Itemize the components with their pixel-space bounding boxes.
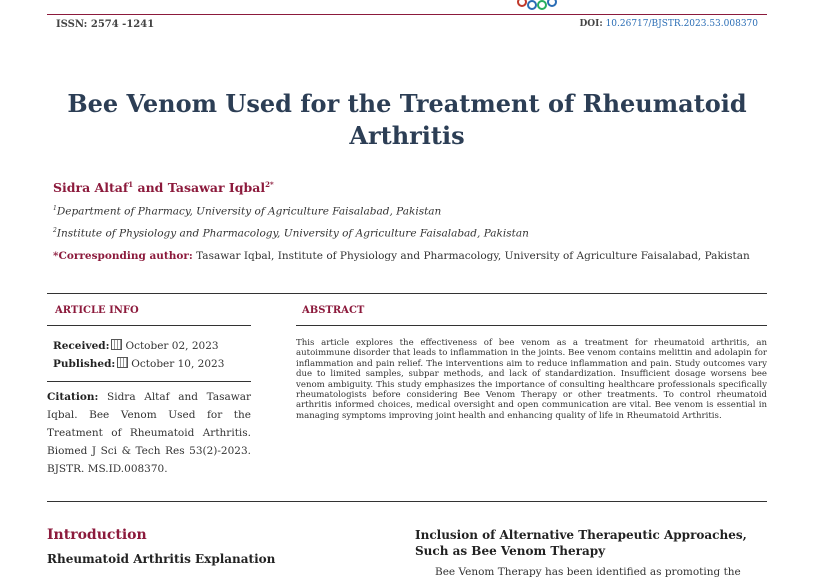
affiliation-text: Institute of Physiology and Pharmacology, University of Agriculture Faisalabad, Pakistan <box>56 227 529 240</box>
article-title: Bee Venom Used for the Treatment of Rheumatoid Arthritis <box>67 89 747 150</box>
citation-rule <box>47 381 251 382</box>
calendar-icon <box>111 339 122 350</box>
citation-label: Citation: <box>47 391 99 403</box>
inclusion-heading: Inclusion of Alternative Therapeutic Approaches, Such as Bee Venom Therapy <box>415 528 747 558</box>
article-info-heading: ARTICLE INFO <box>55 305 139 316</box>
author-name[interactable]: Tasawar Iqbal <box>167 180 266 196</box>
introduction-heading: Introduction <box>47 527 147 543</box>
header-rule <box>47 14 767 15</box>
author-list <box>53 180 274 195</box>
body-text-partial: Bee Venom Therapy has been identified as promoting the <box>435 566 741 578</box>
article-info-rule <box>47 325 251 326</box>
affiliation-superscript: 2 <box>53 227 57 234</box>
author-name[interactable]: Sidra Altaf <box>53 180 129 196</box>
abstract-rule <box>296 325 767 326</box>
journal-logo-icon <box>516 0 566 12</box>
section-divider <box>47 293 767 294</box>
published-label: Published: <box>53 358 116 370</box>
citation <box>47 388 251 478</box>
doi-prefix: DOI: <box>579 19 603 29</box>
received-label: Received: <box>53 340 110 352</box>
author-superscript: 1 <box>128 180 134 189</box>
affiliation-text: Department of Pharmacy, University of Agriculture Faisalabad, Pakistan <box>56 205 442 218</box>
affiliation <box>53 205 441 218</box>
citation-text: Sidra Altaf and Tasawar Iqbal. Bee Venom Used for the Treatment of Rheumatoid Arthritis. Biomed J Sci & Tech Res 53(2)-2023. BJSTR. MS.ID.008370. <box>47 391 251 475</box>
ra-explanation-heading: Rheumatoid Arthritis Explanation <box>47 552 276 566</box>
corresponding-author <box>53 250 750 262</box>
affiliation <box>53 227 529 240</box>
received-value: October 02, 2023 <box>125 340 219 352</box>
published-date <box>53 357 224 370</box>
affiliation-superscript: 1 <box>53 205 57 212</box>
abstract-heading: ABSTRACT <box>302 305 365 316</box>
published-value: October 10, 2023 <box>131 358 225 370</box>
doi-link[interactable]: 10.26717/BJSTR.2023.53.008370 <box>605 19 758 29</box>
author-joiner: and <box>133 180 168 196</box>
doi-label <box>580 19 759 29</box>
calendar-icon <box>117 357 128 368</box>
corresponding-text: Tasawar Iqbal, Institute of Physiology and Pharmacology, University of Agriculture Faisalabad, Pakistan <box>192 250 750 262</box>
corresponding-label: *Corresponding author: <box>53 250 193 262</box>
section-divider <box>47 501 767 502</box>
issn-label: ISSN: 2574 -1241 <box>56 19 155 30</box>
abstract-text: This article explores the effectiveness of bee venom as a treatment for rheumatoid arthritis, an autoimmune disorder that leads to inflammation in the joints. Bee venom contains melittin and adolapin for inflammation and pain relief. The interventions aim to reduce inflammation and pain. Study outcomes vary due to limited samples, subpar methods, and lack of standardization. Insufficient dosage worsens bee venom ambiguity. This study emphasizes the importance of consulting healthcare professionals specifically rheumatologists before considering Bee Venom Therapy or other treatments. To control rheumatoid arthritis informed choices, medical oversight and open communication are vital. Bee venom is essential in managing symptoms improving joint health and enhancing quality of life in Rheumatoid Arthritis. <box>296 338 767 421</box>
received-date <box>53 339 219 352</box>
author-superscript: 2* <box>265 180 274 189</box>
